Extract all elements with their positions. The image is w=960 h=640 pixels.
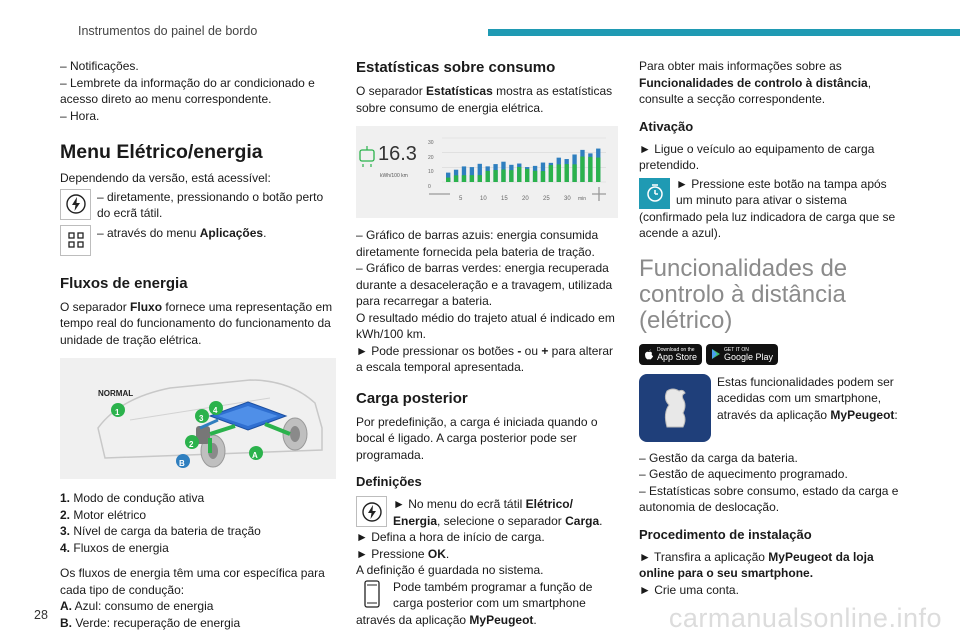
feature-item: – Estatísticas sobre consumo, estado da carga e autonomia de deslocação. [639, 483, 899, 514]
section-title-settings: Definições [356, 474, 422, 489]
recovery-bar [517, 167, 521, 182]
chart-bars [446, 149, 600, 182]
intro-item: – Lembrete da informação do ar condicionado e acesso direto ao menu correspondente. [60, 75, 315, 106]
mode-label: NORMAL [98, 389, 134, 398]
consumption-value: 16.3 [378, 143, 417, 165]
colors-legend-item: A. Azul: consumo de energia [60, 599, 214, 613]
energy-button-icon [356, 496, 387, 527]
recovery-bar [588, 157, 592, 182]
x-tick-label: 20 [522, 196, 529, 202]
marker-2: 2 [189, 440, 194, 449]
bar-description: O resultado médio do trajeto atual é indicado em kWh/100 km. [356, 310, 615, 341]
recovery-bar [541, 171, 545, 182]
activation-step-1: ► Ligue o veículo ao equipamento de carga pretendido. [639, 141, 875, 172]
marker-3: 3 [199, 414, 204, 423]
recovery-bar [446, 178, 450, 182]
section-title-statistics: Estatísticas sobre consumo [356, 59, 556, 76]
legend-item: 1. Modo de condução ativa [60, 491, 205, 505]
flows-description: O separador Fluxo fornece uma representação em tempo real do funcionamento do funcionamento da unidade de tração elétrica. [60, 299, 333, 347]
smartphone-note-text: Pode também programar a função de carga posterior com um smartphone através da aplicação MyPeugeot. [356, 579, 593, 627]
intro-item: – Notificações. [60, 59, 139, 73]
mypeugeot-app-icon [639, 374, 711, 442]
legend-item: 4. Fluxos de energia [60, 540, 169, 555]
section-title-electric-menu: Menu Elétrico/energia [60, 141, 263, 163]
marker-b: B [179, 459, 185, 468]
bar-description: – Gráfico de barras azuis: energia consumida diretamente fornecida pela bateria de tração. [356, 228, 599, 259]
section-title-deferred-charge: Carga posterior [356, 389, 468, 407]
y-tick-label: 0 [428, 184, 431, 190]
applications-grid-icon [60, 225, 91, 256]
energy-flow-figure [60, 358, 336, 479]
recovery-bar [572, 164, 576, 182]
settings-step-1 [356, 496, 620, 529]
stats-description: O separador Estatísticas mostra as estatísticas sobre consumo de energia elétrica. [356, 84, 613, 115]
settings-saved-note: A definição é guardada no sistema. [356, 563, 544, 577]
app-intro-text: Estas funcionalidades podem ser acedidas com um smartphone, através da aplicação MyPeugeot: [717, 374, 898, 422]
section-title-remote-functions: Funcionalidades de controlo à distância (elétrico) [639, 254, 848, 334]
x-tick-label: 5 [459, 196, 463, 202]
menu-option-direct [60, 189, 336, 222]
charge-timer-icon [639, 178, 670, 209]
bar-description: – Gráfico de barras verdes: energia recuperada durante a desaceleração e a travagem, utilizada para recarregar a bateria. [356, 261, 613, 308]
app-intro [639, 374, 901, 442]
figure-legend [60, 490, 336, 556]
section-title-installation: Procedimento de instalação [639, 526, 812, 542]
recovery-bar [549, 165, 553, 182]
recovery-bar [509, 170, 513, 182]
column-2 [356, 58, 620, 628]
feature-item: – Gestão da carga da bateria. [639, 450, 798, 465]
feature-item: – Gestão de aquecimento programado. [639, 467, 848, 481]
scale-buttons-note: ► Pode pressionar os botões - ou + para alterar a escala temporal apresentada. [356, 343, 614, 374]
recovery-bar [596, 158, 600, 182]
y-tick-label: 20 [428, 154, 434, 161]
watermark: carmanualsonline.info [668, 603, 942, 633]
energy-button-icon [60, 189, 91, 220]
menu-option-text: – através do menu Aplicações. [97, 225, 267, 240]
recovery-bar [486, 171, 490, 182]
app-store-badge[interactable]: Download on the App Store [639, 344, 702, 365]
recovery-bar [580, 157, 584, 182]
deferred-charge-text: Por predefinição, a carga é iniciada quando o bocal é ligado. A carga posterior pode ser programada. [356, 414, 598, 462]
recovery-bar [501, 170, 505, 182]
feature-list [639, 450, 901, 516]
page-number: 28 [34, 608, 48, 622]
marker-4: 4 [213, 406, 218, 415]
recovery-bar [525, 169, 529, 182]
settings-step-2: ► Defina a hora de início de carga. [356, 530, 545, 544]
activation-step-2 [639, 176, 901, 242]
settings-step-text: ► No menu do ecrã tátil Elétrico/ Energia, selecione o separador Carga. [393, 497, 603, 528]
google-play-badge[interactable]: GET IT ON Google Play [706, 344, 778, 365]
colors-legend-item: B. Verde: recuperação de energia [60, 615, 241, 630]
running-header: Instrumentos do painel de bordo [78, 24, 258, 38]
recovery-bar [533, 171, 537, 182]
legend-item: 3. Nível de carga da bateria de tração [60, 524, 261, 538]
recovery-bar [454, 175, 458, 182]
recovery-bar [493, 170, 497, 182]
x-tick-label: 25 [543, 196, 550, 202]
smartphone-note [356, 579, 620, 629]
recovery-bar [462, 175, 466, 182]
section-title-activation: Ativação [639, 118, 694, 134]
legend-item: 2. Motor elétrico [60, 507, 147, 522]
settings-step-3: ► Pressione OK. [356, 546, 450, 561]
smartphone-icon [356, 579, 387, 610]
y-tick-label: 30 [428, 140, 434, 146]
menu-intro: Dependendo da versão, está acessível: [60, 171, 271, 185]
x-tick-label: 30 [564, 196, 571, 202]
column-1 [60, 58, 336, 631]
activation-step-2-text: ► Pressione este botão na tampa após um minuto para ativar o sistema (confirmado pela luz indicadora de carga que se acende a azul). [639, 176, 896, 240]
more-info-text: Para obter mais informações sobre as Funcionalidades de controlo à distância, consulte a secção correspondente. [639, 59, 872, 106]
y-tick-label: 10 [428, 169, 434, 176]
consumption-unit: kWh/100 km [380, 173, 408, 179]
intro-item: – Hora. [60, 108, 100, 123]
x-tick-label: 15 [501, 196, 508, 202]
menu-option-applications [60, 225, 336, 256]
install-step-1: ► Transfira a aplicação MyPeugeot da loja online para o seu smartphone. [639, 549, 874, 580]
x-tick-label: 10 [480, 196, 487, 202]
statistics-screen-figure [356, 126, 618, 218]
x-unit-label: min [578, 196, 587, 202]
recovery-bar [478, 175, 482, 182]
header-accent-bar [488, 29, 960, 36]
colors-intro: Os fluxos de energia têm uma cor específica para cada tipo de condução: [60, 566, 325, 597]
marker-a: A [252, 451, 258, 460]
bar-descriptions [356, 227, 620, 376]
install-step-2: ► Crie uma conta. [639, 582, 739, 597]
store-badges [639, 344, 901, 365]
menu-option-text: – diretamente, pressionando o botão perto do ecrã tátil. [97, 189, 324, 220]
recovery-bar [557, 164, 561, 182]
recovery-bar [565, 164, 569, 182]
section-title-energy-flows: Fluxos de energia [60, 274, 188, 292]
recovery-bar [470, 175, 474, 182]
column-3 [639, 58, 901, 598]
marker-1: 1 [115, 408, 120, 417]
